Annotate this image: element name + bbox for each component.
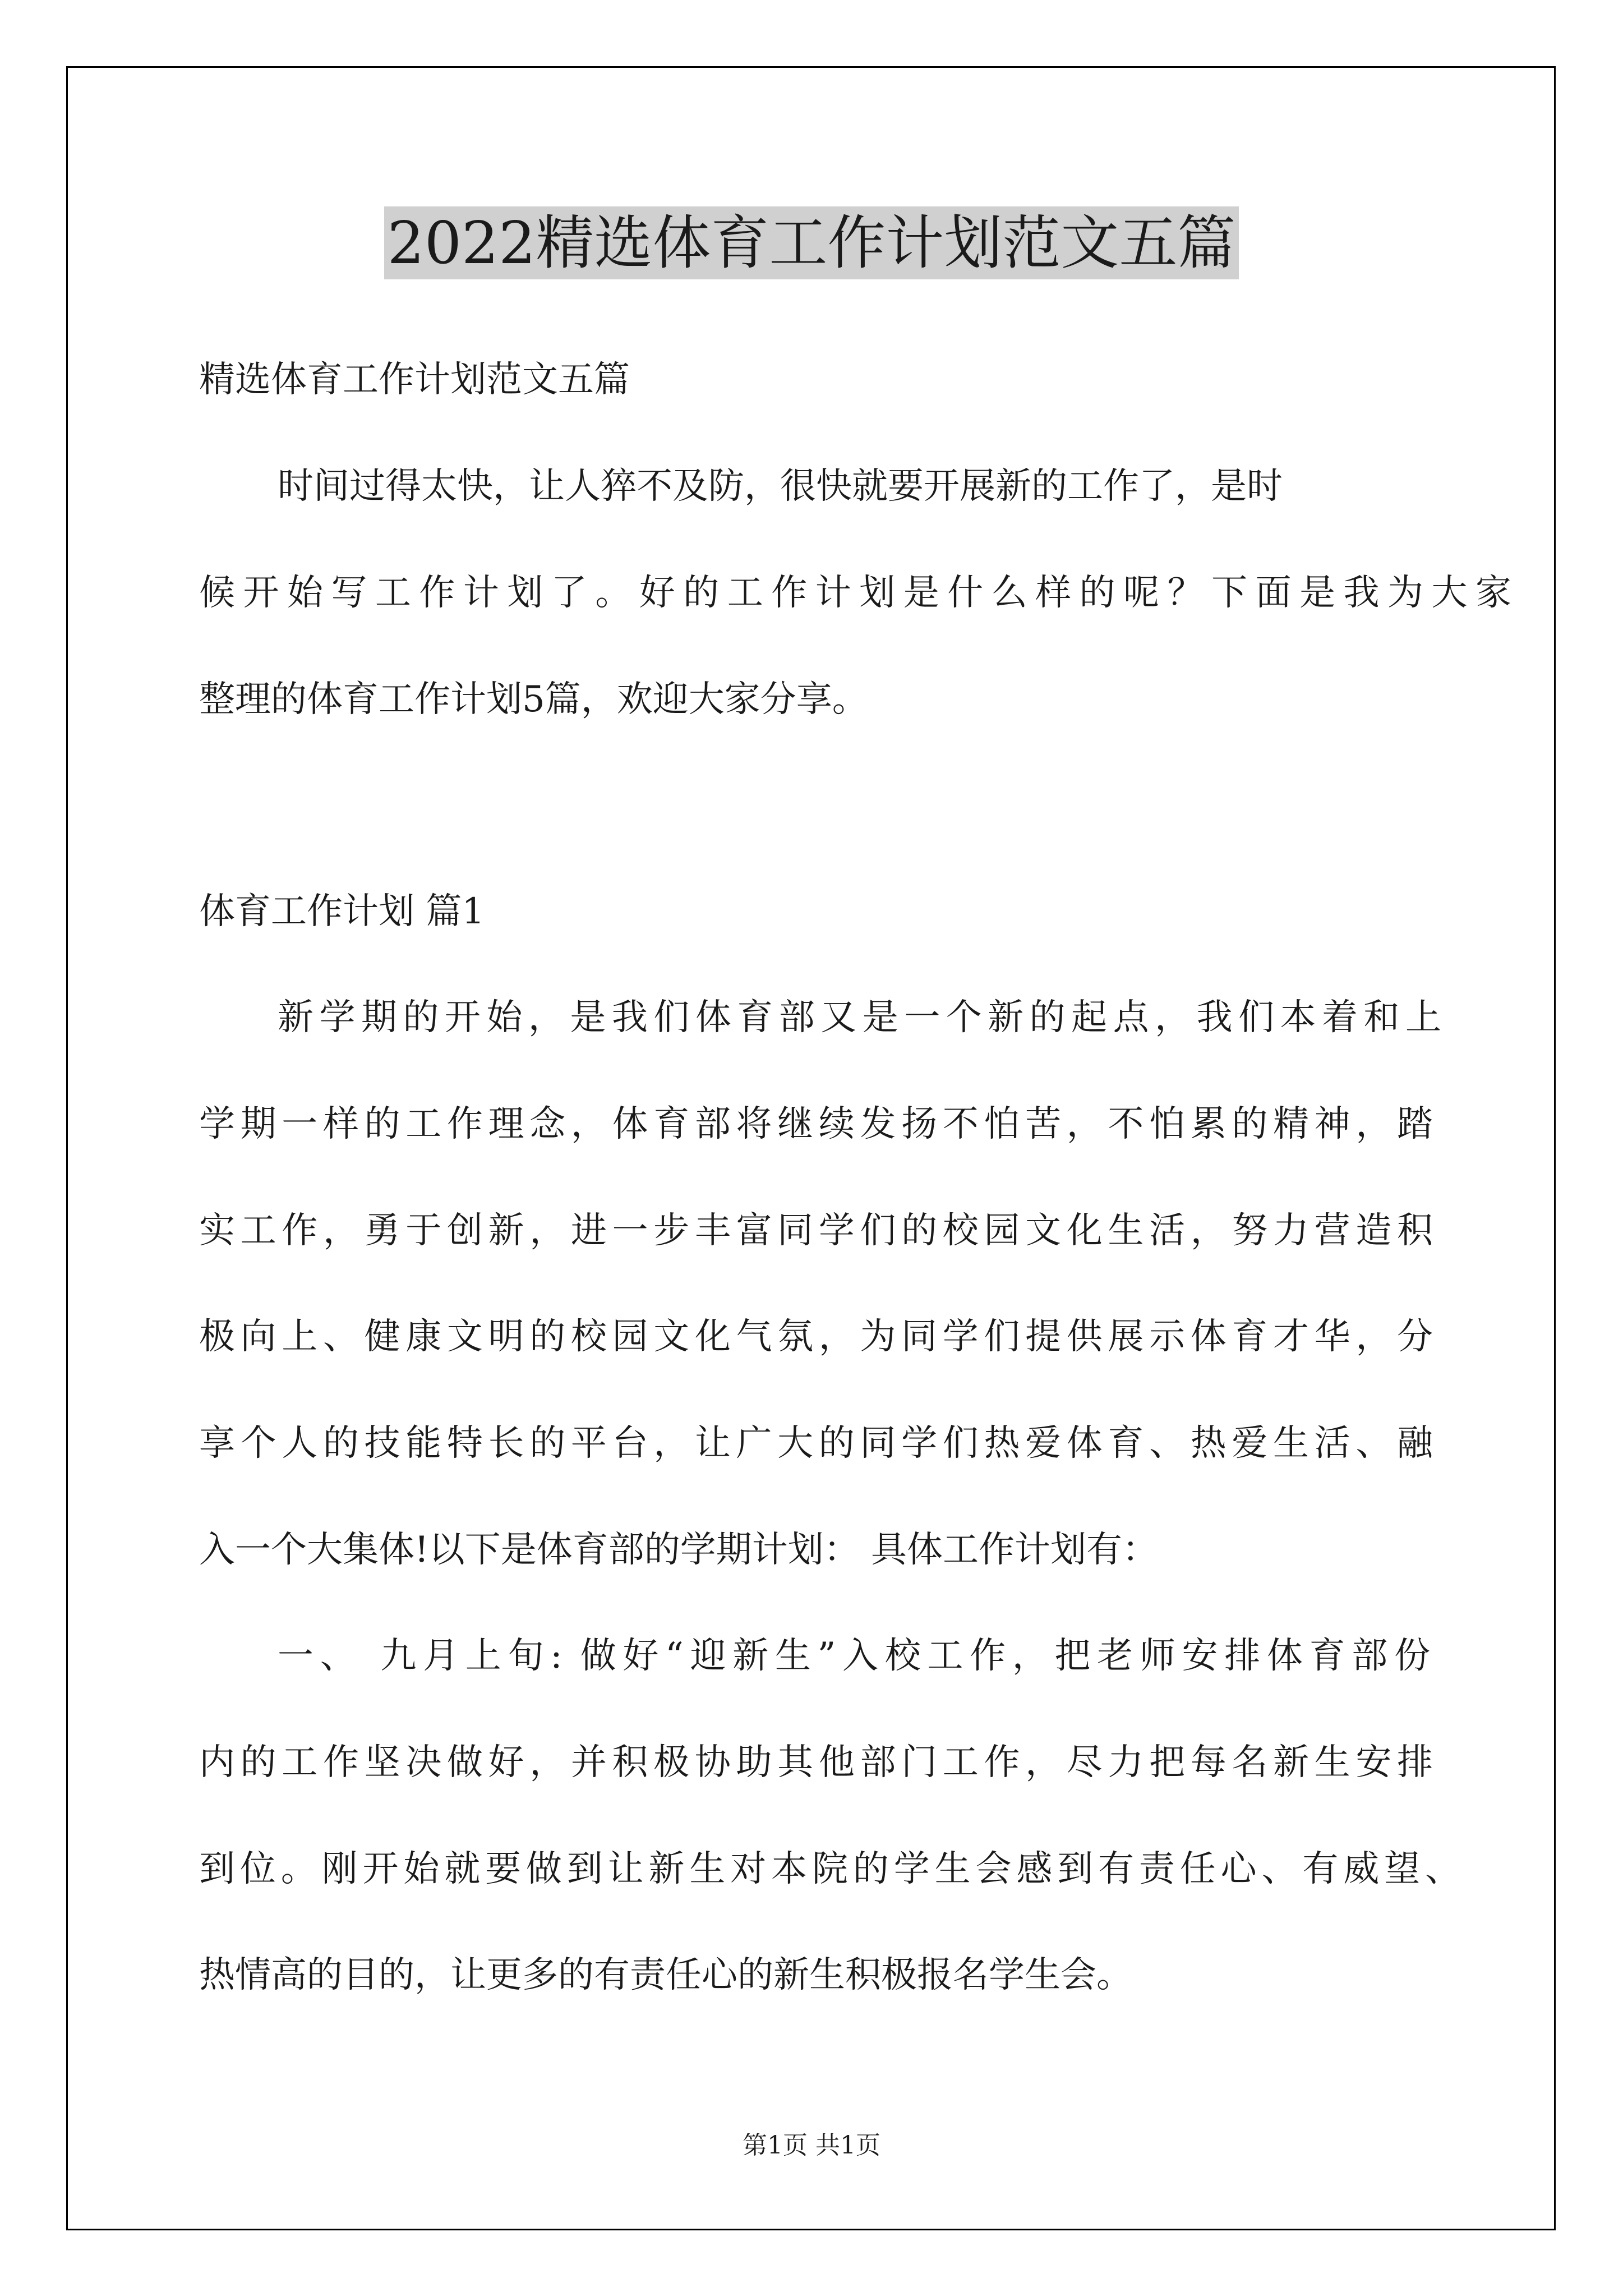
para1-line-6: 入一个大集体!以下是体育部的学期计划： 具体工作计划有： <box>199 1529 1159 1571</box>
para1-line-4: 极向上、健康文明的校园文化气氛，为同学们提供展示体育才华，分 <box>199 1316 1433 1358</box>
document-subtitle: 精选体育工作计划范文五篇 <box>199 359 630 401</box>
intro-line-2: 候开始写工作计划了。好的工作计划是什么样的呢？下面是我为大家 <box>199 572 1511 614</box>
para2-line-4: 热情高的目的，让更多的有责任心的新生积极报名学生会。 <box>199 1954 1132 1996</box>
page-footer: 第1页 共1页 <box>743 2131 880 2160</box>
document-title <box>0 201 1623 285</box>
para2-line-1: 一、 九月上旬: 做好“迎新生”入校工作，把老师安排体育部份 <box>278 1635 1430 1677</box>
para1-line-2: 学期一样的工作理念，体育部将继续发扬不怕苦，不怕累的精神，踏 <box>199 1103 1433 1145</box>
para1-line-1: 新学期的开始，是我们体育部又是一个新的起点，我们本着和上 <box>278 997 1441 1038</box>
para1-line-3: 实工作，勇于创新，进一步丰富同学们的校园文化生活，努力营造积 <box>199 1210 1433 1251</box>
para2-line-2: 内的工作坚决做好，并积极协助其他部门工作，尽力把每名新生安排 <box>199 1742 1433 1783</box>
section-heading: 体育工作计划 篇1 <box>199 891 485 932</box>
document-title-text: 2022精选体育工作计划范文五篇 <box>384 206 1239 279</box>
para1-line-5: 享个人的技能特长的平台，让广大的同学们热爱体育、热爱生活、融 <box>199 1423 1433 1464</box>
intro-line-1: 时间过得太快，让人猝不及防，很快就要开展新的工作了，是时 <box>278 466 1283 507</box>
intro-line-3: 整理的体育工作计划5篇，欢迎大家分享。 <box>199 679 868 720</box>
para2-line-3: 到位。刚开始就要做到让新生对本院的学生会感到有责任心、有威望、 <box>199 1848 1461 1890</box>
